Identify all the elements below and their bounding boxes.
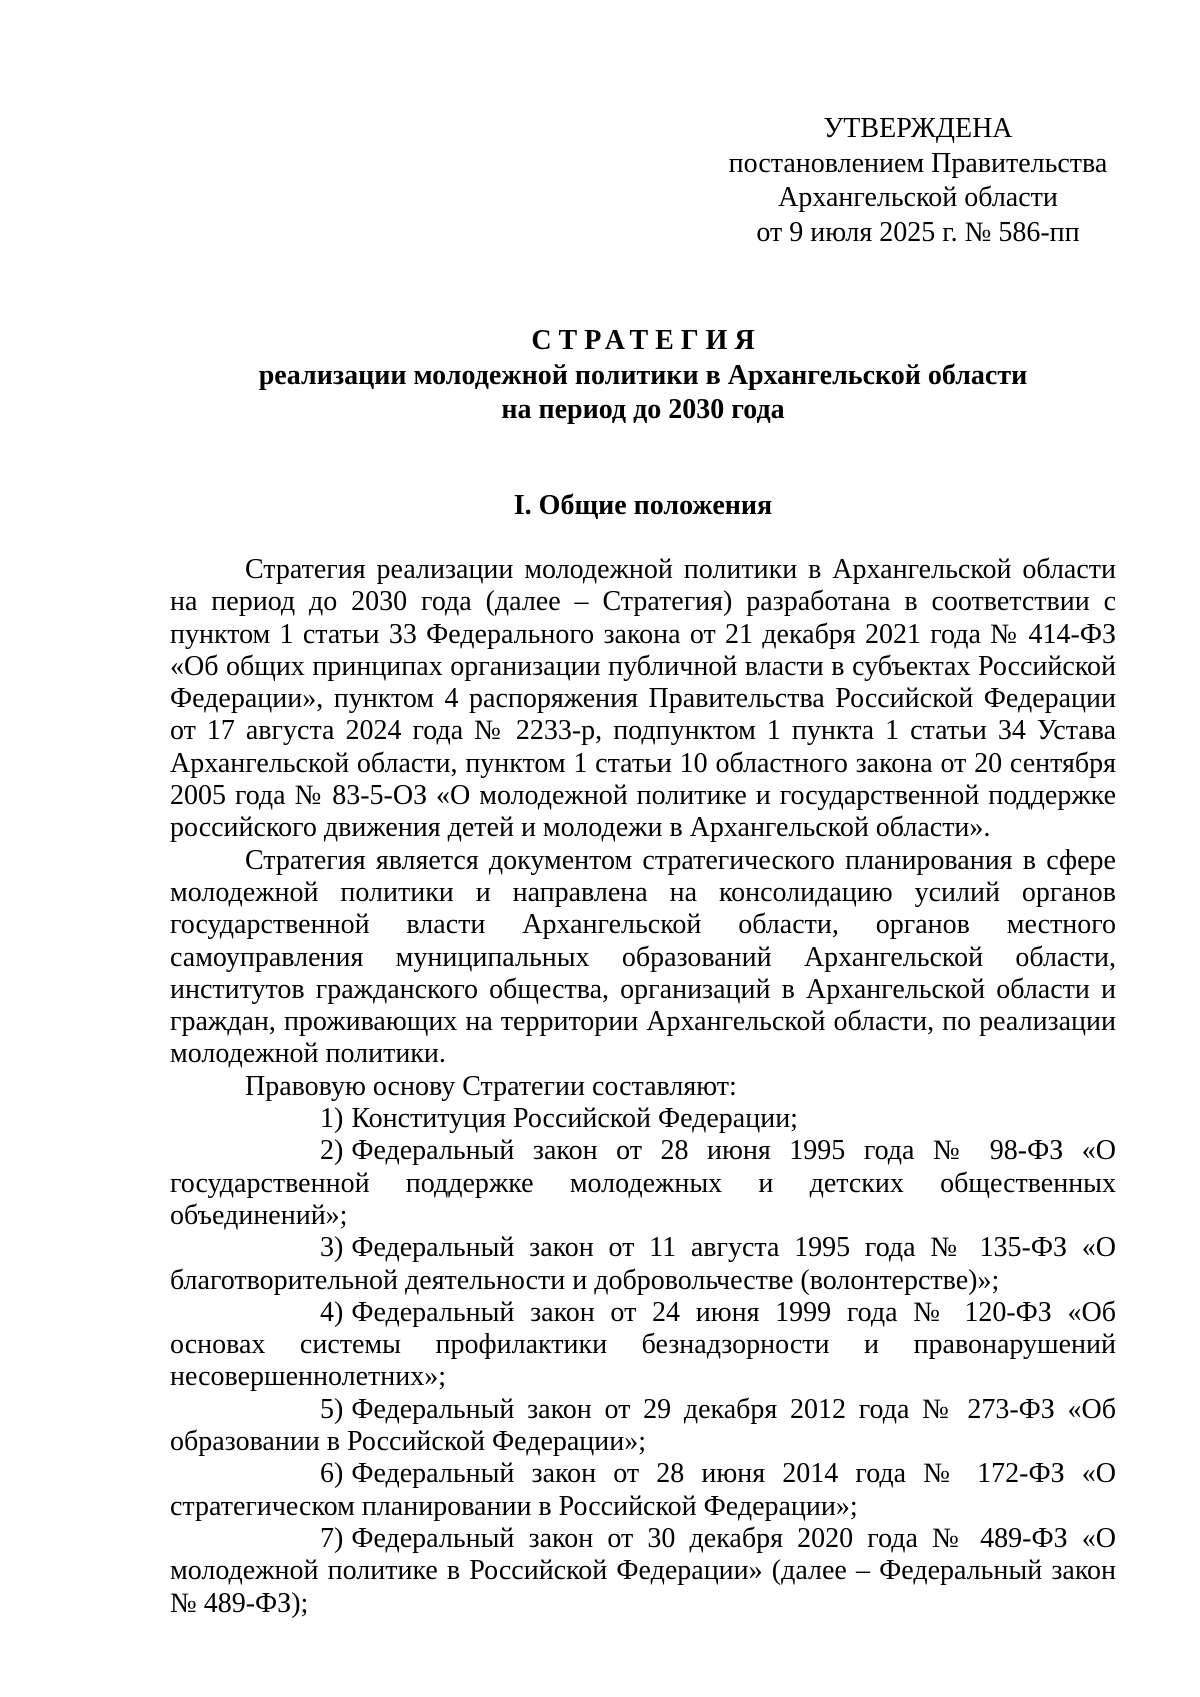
approval-authority: постановлением Правительства <box>728 147 1108 179</box>
list-item-number: 4) <box>320 1296 344 1328</box>
list-item-number: 7) <box>320 1522 344 1554</box>
list-item-text: Федеральный закон от 28 июня 1995 года № 98-ФЗ «О государственной поддержке молодежных и детских общественных объединений»; <box>170 1135 1116 1231</box>
paragraph-3: Правовую основу Стратегии составляют: <box>245 1070 737 1102</box>
list-item <box>170 1394 1116 1459</box>
approval-region: Архангельской области <box>778 182 1058 213</box>
list-item <box>170 1232 1116 1297</box>
list-item-text: Конституция Российской Федерации; <box>351 1103 798 1135</box>
list-item <box>170 1103 1116 1135</box>
list-item-text: Федеральный закон от 30 декабря 2020 года № 489-ФЗ «О молодежной политике в Российской Федерации» (далее – Федеральный закон № 489-ФЗ); <box>170 1522 1116 1619</box>
approval-date-number: от 9 июля 2025 г. № 586-пп <box>756 216 1080 248</box>
list-item-number: 2) <box>320 1135 344 1167</box>
approval-heading: УТВЕРЖДЕНА <box>823 113 1013 144</box>
document-body <box>170 554 1116 1620</box>
list-item <box>170 1135 1116 1232</box>
document-title-line-2: реализации молодежной политики в Архангельской области <box>258 359 1028 391</box>
list-item <box>170 1458 1116 1523</box>
list-item-number: 3) <box>320 1232 344 1264</box>
list-item <box>170 1523 1116 1620</box>
list-item-number: 5) <box>320 1393 344 1425</box>
list-item-text: Федеральный закон от 24 июня 1999 года № 120-ФЗ «Об основах системы профилактики безнадзорности и правонарушений несовершеннолетних»; <box>170 1296 1116 1393</box>
list-item-number: 1) <box>320 1103 344 1135</box>
document-type: СТРАТЕГИЯ <box>531 325 762 356</box>
list-item-text: Федеральный закон от 29 декабря 2012 года № 273-ФЗ «Об образовании в Российской Федерации»; <box>170 1393 1116 1458</box>
list-item-text: Федеральный закон от 28 июня 2014 года № 172-ФЗ «О стратегическом планировании в Российской Федерации»; <box>170 1458 1116 1522</box>
document-title <box>170 324 1116 428</box>
list-item-text: Федеральный закон от 11 августа 1995 года № 135-ФЗ «О благотворительной деятельности и добровольчестве (волонтерстве)»; <box>170 1232 1116 1296</box>
paragraph-2: Стратегия является документом стратегического планирования в сфере молодежной политики и направлена на консолидацию усилий органов государственной власти Архангельской области, органов местного самоуправления муниципальных образований Архангельской области, институтов гражданского общества, организаций в Архангельской области и граждан, проживающих на территории Архангельской области, по реализации молодежной политики. <box>170 844 1116 1070</box>
approval-stamp <box>718 112 1118 250</box>
section-heading: I. Общие положения <box>513 490 773 521</box>
document-title-line-3: на период до 2030 года <box>501 394 785 425</box>
list-item-number: 6) <box>320 1458 344 1490</box>
list-item <box>170 1297 1116 1394</box>
paragraph-1: Стратегия реализации молодежной политики в Архангельской области на период до 2030 года (далее – Стратегия) разработана в соответствии с пунктом 1 статьи 33 Федерального закона от 21 декабря 2021 года № 414-ФЗ «Об общих принципах организации публичной власти в субъектах Российской Федерации», пунктом 4 распоряжения Правительства Российской Федерации от 17 августа 2024 года № 2233-р, подпунктом 1 пункта 1 статьи 34 Устава Архангельской области, пунктом 1 статьи 10 областного закона от 20 сентября 2005 года № 83-5-ОЗ «О молодежной политике и государственной поддержке российского движения детей и молодежи в Архангельской области». <box>170 554 1116 844</box>
